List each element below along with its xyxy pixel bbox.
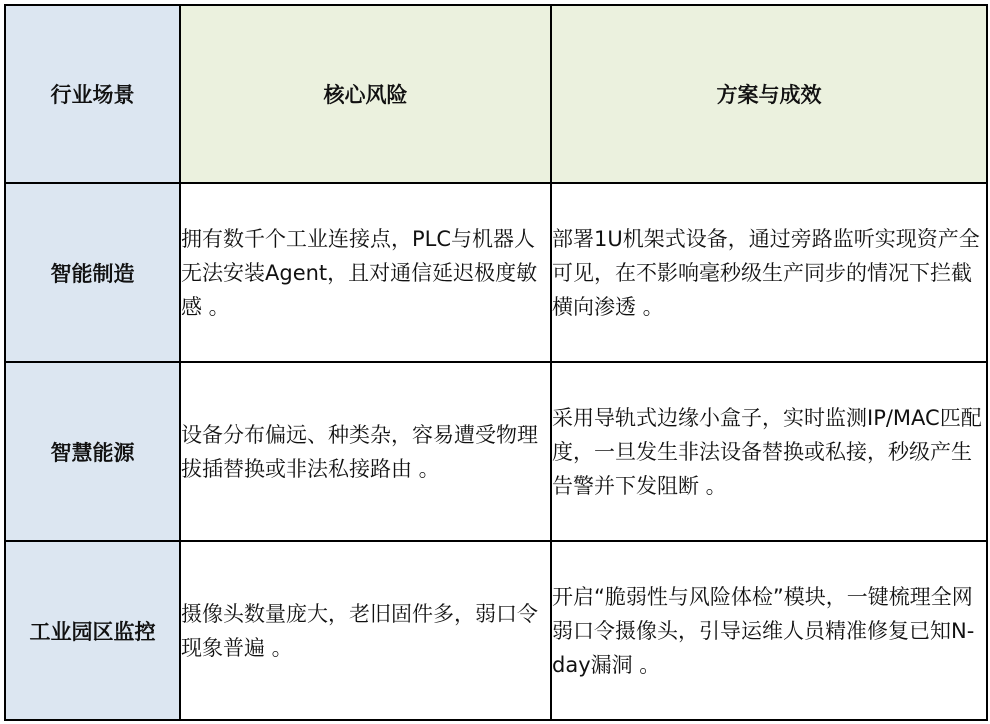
table-frame — [4, 4, 986, 720]
scene-cell: 智能制造 — [5, 183, 180, 362]
scene-cell: 工业园区监控 — [5, 541, 180, 720]
industry-risk-table — [4, 4, 988, 721]
table-row — [5, 362, 987, 541]
risk-cell: 摄像头数量庞大，老旧固件多，弱口令现象普遍 。 — [180, 541, 551, 720]
risk-cell: 设备分布偏远、种类杂，容易遭受物理拔插替换或非法私接路由 。 — [180, 362, 551, 541]
table-header-row — [5, 5, 987, 183]
header-scene: 行业场景 — [5, 5, 180, 183]
table-row — [5, 541, 987, 720]
scene-cell: 智慧能源 — [5, 362, 180, 541]
table-row — [5, 183, 987, 362]
solution-cell: 部署1U机架式设备，通过旁路监听实现资产全可见，在不影响毫秒级生产同步的情况下拦截横向渗透 。 — [551, 183, 987, 362]
risk-cell: 拥有数千个工业连接点，PLC与机器人无法安装Agent，且对通信延迟极度敏感 。 — [180, 183, 551, 362]
solution-cell: 采用导轨式边缘小盒子，实时监测IP/MAC匹配度，一旦发生非法设备替换或私接，秒级产生告警并下发阻断 。 — [551, 362, 987, 541]
header-solution: 方案与成效 — [551, 5, 987, 183]
solution-cell: 开启“脆弱性与风险体检”模块，一键梳理全网弱口令摄像头，引导运维人员精准修复已知N-day漏洞 。 — [551, 541, 987, 720]
header-risk: 核心风险 — [180, 5, 551, 183]
